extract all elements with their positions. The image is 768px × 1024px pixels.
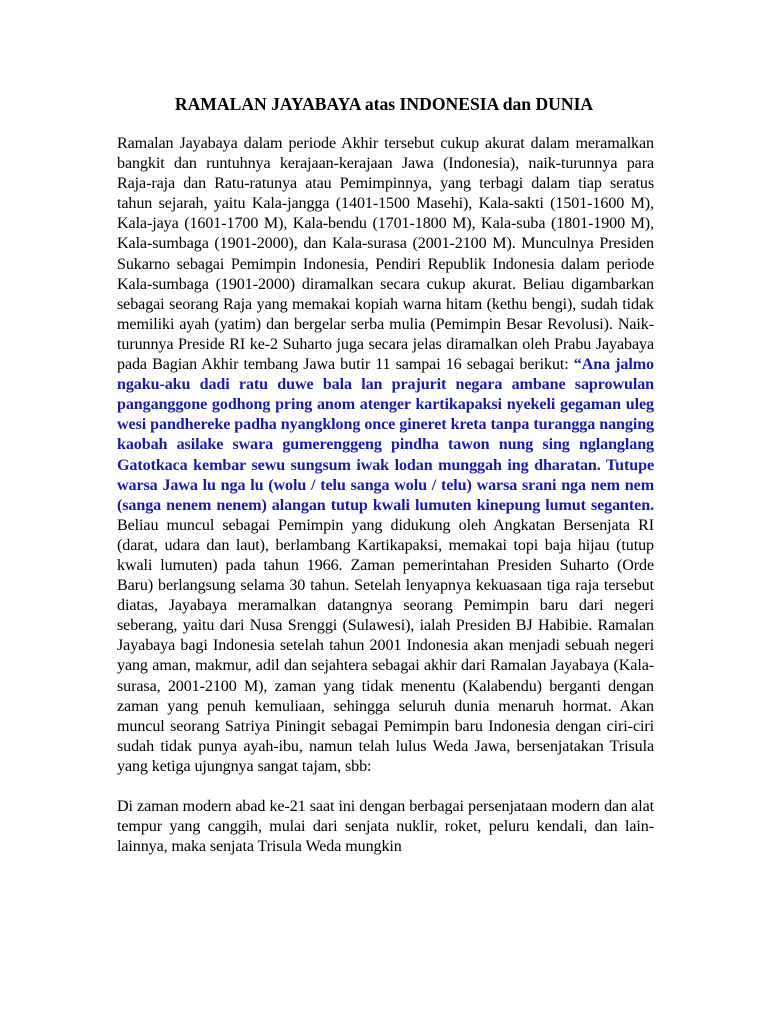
paragraph-1-text-a: Ramalan Jayabaya dalam periode Akhir tersebut cukup akurat dalam meramalkan bangkit dan runtuhnya kerajaan-kerajaan Jawa (Indonesia), naik-turunnya para Raja-raja dan Ratu-ratunya atau Pemimpinnya, yang terbagi dalam tiap seratus tahun sejarah, yaitu Kala-jangga (1401-1500 Masehi), Kala-sakti (1501-1600 M), Kala-jaya (1601-1700 M), Kala-bendu (1701-1800 M), Kala-suba (1801-1900 M), Kala-sumbaga (1901-2000), dan Kala-surasa (2001-2100 M). Munculnya Presiden Sukarno sebagai Pemimpin Indonesia, Pendiri Republik Indonesia dalam periode Kala-sumbaga (1901-2000) diramalkan secara cukup akurat. Beliau digambarkan sebagai seorang Raja yang memakai kopiah warna hitam (kethu bengi), sudah tidak memiliki ayah (yatim) dan bergelar serba mulia (Pemimpin Besar Revolusi). Naik-turunnya Preside RI ke-2 Suharto juga secara jelas diramalkan oleh Prabu Jayabaya pada Bagian Akhir tembang Jawa butir 11 sampai 16 sebagai berikut: [117,135,654,374]
javanese-verse-quote: “Ana jalmo ngaku-aku dadi ratu duwe bala lan prajurit negara ambane saprowulan panganggone godhong pring anom atenger kartikapaksi nyekeli gegaman uleg wesi pandhereke padha nyangklong once gineret kreta tanpa turangga nanging kaobah asilake swara gumerenggeng pindha tawon nung sing nglanglang Gatotkaca kembar sewu sungsum iwak lodan munggah ing dharatan. Tutupe warsa Jawa lu nga lu (wolu / telu sanga wolu / telu) warsa srani nga nem nem (sanga nenem nenem) alangan tutup kwali lumuten kinepung lumut seganten. [117,356,654,514]
document-title: RAMALAN JAYABAYA atas INDONESIA dan DUNIA [174,94,594,114]
document-body [117,134,654,857]
paragraph-1 [117,134,654,777]
paragraph-2: Di zaman modern abad ke-21 saat ini dengan berbagai persenjataan modern dan alat tempur yang canggih, mulai dari senjata nuklir, roket, peluru kendali, dan lain-lainnya, maka senjata Trisula Weda mungkin [117,798,654,856]
paragraph-1-text-b: Beliau muncul sebagai Pemimpin yang didukung oleh Angkatan Bersenjata RI (darat, udara dan laut), berlambang Kartikapaksi, memakai topi baja hijau (tutup kwali lumuten) pada tahun 1966. Zaman pemerintahan Presiden Suharto (Orde Baru) berlangsung selama 30 tahun. Setelah lenyapnya kekuasaan tiga raja tersebut diatas, Jayabaya meramalkan datangnya seorang Pemimpin baru dari negeri seberang, yaitu dari Nusa Srenggi (Sulawesi), ialah Presiden BJ Habibie. Ramalan Jayabaya bagi Indonesia setelah tahun 2001 Indonesia akan menjadi sebuah negeri yang aman, makmur, adil dan sejahtera sebagai akhir dari Ramalan Jayabaya (Kala-surasa, 2001-2100 M), zaman yang tidak menentu (Kalabendu) berganti dengan zaman yang penuh kemuliaan, sehingga seluruh dunia menaruh hormat. Akan muncul seorang Satriya Piningit sebagai Pemimpin baru Indonesia dengan ciri-ciri sudah tidak punya ayah-ibu, namun telah lulus Weda Jawa, bersenjatakan Trisula yang ketiga ujungnya sangat tajam, sbb: [117,516,654,775]
